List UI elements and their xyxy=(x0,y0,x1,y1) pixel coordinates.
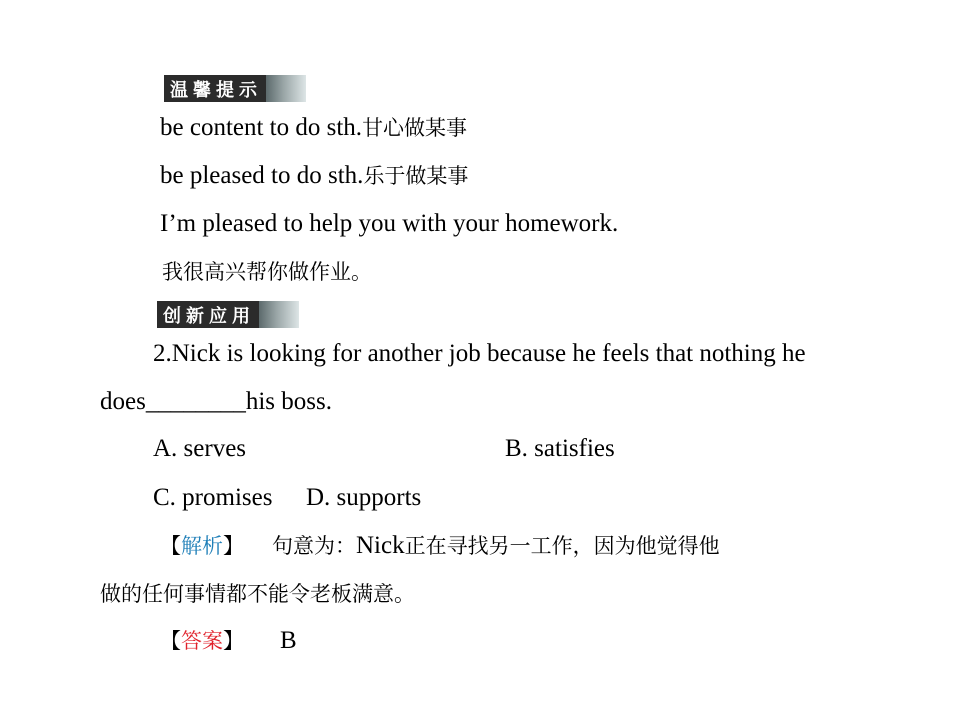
option-a: A. serves xyxy=(153,435,247,462)
answer-close-bracket: 】 xyxy=(223,629,244,653)
analysis-line-2: 做的任何事情都不能令老板满意。 xyxy=(100,582,415,606)
option-b: B. satisfies xyxy=(505,435,615,462)
analysis-close-bracket: 】 xyxy=(223,534,244,558)
analysis-text-1b: Nick xyxy=(356,532,405,559)
practice-banner-label: 创新应用 xyxy=(157,301,259,328)
answer-label: 答案 xyxy=(181,629,223,653)
tip-line-1-cn: 甘心做某事 xyxy=(362,116,468,140)
analysis-label: 解析 xyxy=(181,534,223,558)
analysis-text-1c: 正在寻找另一工作，因为他觉得他 xyxy=(404,534,720,558)
tip-banner xyxy=(164,75,306,102)
answer-line xyxy=(160,624,297,658)
option-c: C. promises xyxy=(153,484,273,511)
practice-banner xyxy=(157,301,299,328)
analysis-text-1a: 句意为： xyxy=(272,534,356,558)
question-line-2: does________his boss. xyxy=(100,388,332,415)
analysis-open-bracket: 【 xyxy=(160,534,181,558)
tip-line-3: I’m pleased to help you with your homework. xyxy=(160,210,619,237)
tip-line-1 xyxy=(160,111,467,145)
tip-line-1-en: be content to do sth. xyxy=(160,114,363,141)
banner-gradient-decoration xyxy=(266,75,306,102)
answer-value: B xyxy=(280,627,297,654)
tip-line-2-cn: 乐于做某事 xyxy=(363,164,469,188)
tip-line-4: 我很高兴帮你做作业。 xyxy=(162,260,372,284)
tip-line-2 xyxy=(160,159,468,193)
banner-gradient-decoration xyxy=(259,301,299,328)
option-d: D. supports xyxy=(306,484,422,511)
tip-banner-label: 温馨提示 xyxy=(164,75,266,102)
tip-line-2-en: be pleased to do sth. xyxy=(160,162,364,189)
answer-open-bracket: 【 xyxy=(160,629,181,653)
question-line-1: 2.Nick is looking for another job because he feels that nothing he xyxy=(153,340,806,367)
analysis-line-1 xyxy=(160,529,720,563)
